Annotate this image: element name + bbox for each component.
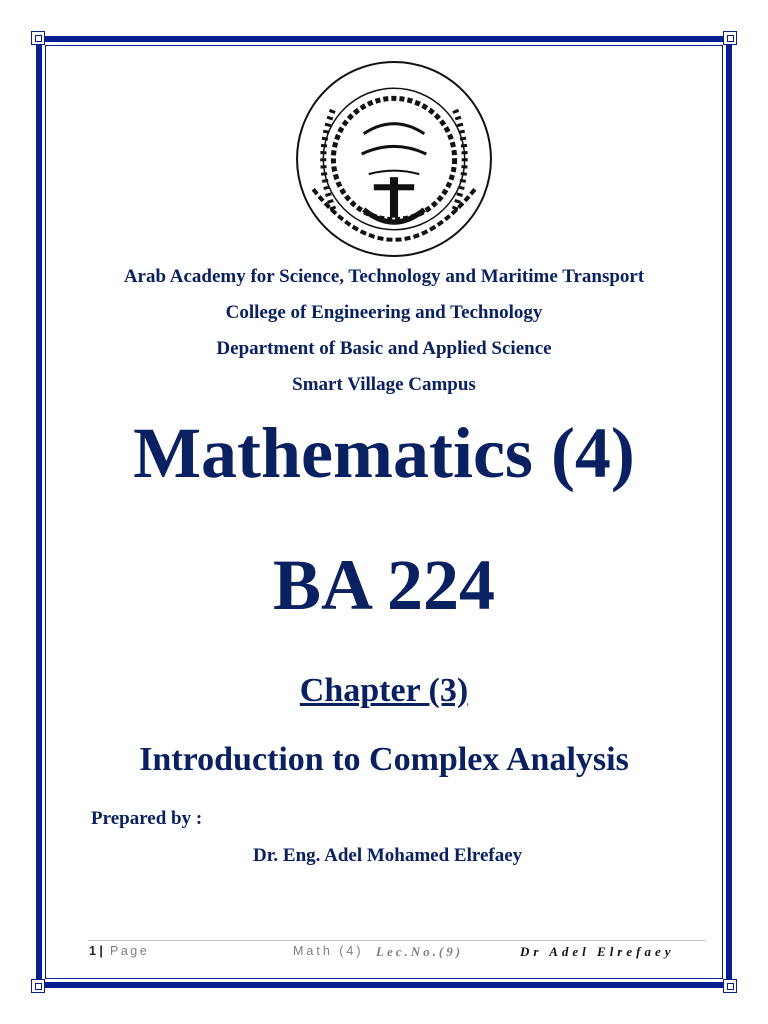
footer-lecture: Lec.No.(9) [376, 944, 464, 959]
footer-course: Math (4) [293, 944, 364, 958]
footer-page-word: Page [110, 944, 150, 958]
footer-divider [88, 940, 706, 941]
author-name: Dr. Eng. Adel Mohamed Elrefaey [253, 845, 523, 866]
academy-seal-logo [293, 58, 495, 260]
course-code: BA 224 [272, 545, 496, 625]
department-name: Department of Basic and Applied Science [216, 338, 552, 359]
chapter-label: Chapter (3) [299, 672, 469, 709]
corner-ornament-bottom-left [31, 979, 45, 993]
corner-ornament-bottom-right [723, 979, 737, 993]
campus-name: Smart Village Campus [292, 374, 476, 395]
corner-ornament-top-right [723, 31, 737, 45]
institution-name: Arab Academy for Science, Technology and Maritime Transport [123, 266, 645, 287]
prepared-by-label: Prepared by : [91, 808, 203, 829]
chapter-subtitle: Introduction to Complex Analysis [139, 741, 629, 778]
corner-ornament-top-left [31, 31, 45, 45]
footer-author: Dr Adel Elrefaey [520, 944, 675, 959]
footer-page-number: 1 | [89, 944, 103, 958]
college-name: College of Engineering and Technology [225, 302, 543, 323]
course-title: Mathematics (4) [133, 413, 635, 493]
